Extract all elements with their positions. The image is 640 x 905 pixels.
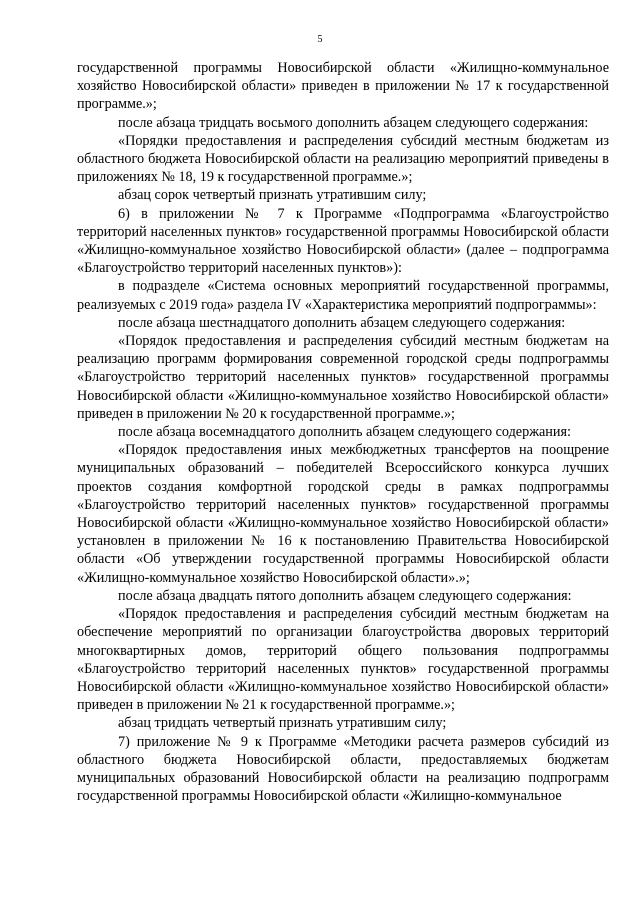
paragraph: государственной программы Новосибирской области «Жилищно-коммунальное хозяйство Новосибирской области» приведен в приложении № 17 к государственной программе.»; [77,60,609,113]
paragraph: в подразделе «Система основных мероприятий государственной программы, реализуемых с 2019 года» раздела IV «Характеристика мероприятий подпрограммы»: [77,278,609,313]
document-body [77,59,609,805]
paragraph: 6) в приложении № 7 к Программе «Подпрограмма «Благоустройство территорий населенных пунктов» государственной программы Новосибирской области «Жилищно-коммунальное хозяйство Новосибирской области» (далее – подпрограмма «Благоустройство территорий населенных пунктов»): [77,205,609,277]
paragraph: после абзаца восемнадцатого дополнить абзацем следующего содержания: [118,424,571,441]
paragraph: после абзаца шестнадцатого дополнить абзацем следующего содержания: [118,314,566,331]
paragraph: «Порядок предоставления и распределения субсидий местным бюджетам на обеспечение мероприятий по организации благоустройства дворовых территорий многоквартирных домов, территорий общего пользования подпрограммы «Благоустройство территорий населенных пунктов» государственной программы Новосибирской области «Жилищно-коммунальное хозяйство Новосибирской области» приведен в приложении № 21 к государственной программе.»; [77,606,609,714]
paragraph: 7) приложение № 9 к Программе «Методики расчета размеров субсидий из областного бюджета Новосибирской области, предоставляемых бюджетам муниципальных образований Новосибирской области на реализацию подпрограмм государственной программы Новосибирской области «Жилищно-коммунальное [77,733,609,805]
paragraph: «Порядок предоставления и распределения субсидий местным бюджетам на реализацию программ формирования современной городской среды подпрограммы «Благоустройство территорий населенных пунктов» государственной программы Новосибирской области «Жилищно-коммунальное хозяйство Новосибирской области» приведен в приложении № 20 к государственной программе.»; [77,333,609,422]
paragraph: «Порядок предоставления иных межбюджетных трансфертов на поощрение муниципальных образований – победителей Всероссийского конкурса лучших проектов создания комфортной городской среды в рамках подпрограммы «Благоустройство территорий населенных пунктов» государственной программы Новосибирской области «Жилищно-коммунальное хозяйство Новосибирской области» установлен в приложении № 16 к постановлению Правительства Новосибирской области «Об утверждении государственной программы Новосибирской области «Жилищно-коммунальное хозяйство Новосибирской области».»; [77,442,609,586]
paragraph: «Порядки предоставления и распределения субсидий местным бюджетам из областного бюджета Новосибирской области на реализацию мероприятий приведены в приложениях № 18, 19 к государственной программе.»; [77,132,609,186]
paragraph: абзац тридцать четвертый признать утратившим силу; [118,715,447,732]
paragraph: после абзаца тридцать восьмого дополнить абзацем следующего содержания: [118,114,589,131]
paragraph: абзац сорок четвертый признать утратившим силу; [118,187,427,204]
paragraph: после абзаца двадцать пятого дополнить абзацем следующего содержания: [118,587,572,604]
page-number: 5 [317,34,323,45]
